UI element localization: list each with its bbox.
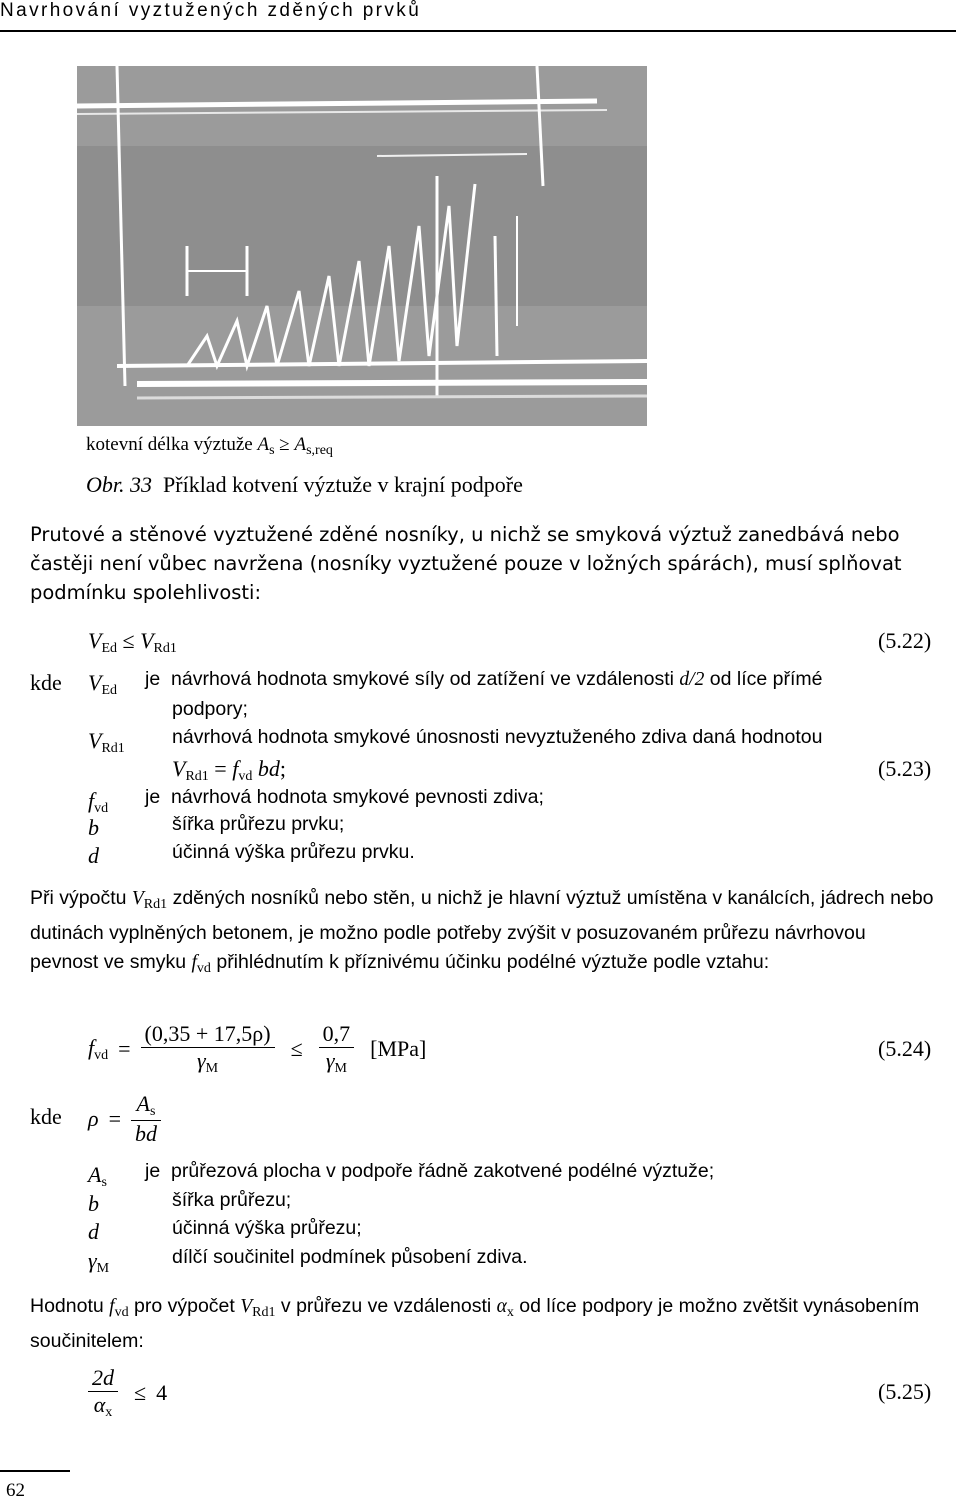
eq524-lhs xyxy=(88,1035,108,1064)
caption-sub-req: s,req xyxy=(306,443,333,458)
sym-sub-rd1: Rd1 xyxy=(101,741,125,756)
defs2-gm-desc: dílčí součinitel podmínek působení zdiva. xyxy=(172,1246,528,1268)
defs1-ved-desc xyxy=(145,668,822,691)
defs1-d-desc: účinná výška průřezu prvku. xyxy=(172,841,415,863)
figure-caption xyxy=(86,434,333,459)
equation-5-22 xyxy=(88,628,177,657)
defs2-sub-s: s xyxy=(101,1175,107,1190)
eq522-sub-ed: Ed xyxy=(101,641,118,656)
para3-a: Hodnotu xyxy=(30,1295,104,1317)
defs2-sym-b xyxy=(88,1191,99,1217)
eq524-denominator-1 xyxy=(141,1047,275,1077)
defs2-b: b xyxy=(88,1191,99,1216)
eq523-semicolon: ; xyxy=(279,756,286,781)
sym-v: V xyxy=(88,670,102,695)
eq522-sub-rd1: Rd1 xyxy=(153,641,177,656)
eq524-fraction-2 xyxy=(319,1021,355,1077)
figure-title xyxy=(86,472,523,498)
defs1-ved-text: návrhová hodnota smykové síly od zatížení ve vzdálenosti xyxy=(171,668,674,690)
para3-b: pro výpočet xyxy=(134,1295,235,1317)
rho-sub-s: s xyxy=(149,1104,156,1119)
para3-sub-x: x xyxy=(506,1305,514,1320)
sym-sub-ed: Ed xyxy=(101,683,118,698)
para3-d: od líce podpory je možno zvětšit vynásobením součinitelem: xyxy=(30,1295,920,1352)
running-header xyxy=(0,0,956,32)
running-header-title: Navrhování vyztužených zděných prvků xyxy=(0,0,422,21)
eq524-relation: ≤ xyxy=(290,1036,303,1061)
eq524-unit: [MPa] xyxy=(370,1036,427,1061)
eq524-sub-m-2: M xyxy=(334,1061,347,1076)
defs1-ved-desc-line2: podpory; xyxy=(172,698,248,720)
sym-d: d xyxy=(88,843,99,868)
equation-5-23-number: (5.23) xyxy=(878,756,932,781)
equation-5-25-number: (5.25) xyxy=(878,1379,932,1404)
defs2-b-desc: šířka průřezu; xyxy=(172,1189,292,1211)
eq523-v: V xyxy=(172,756,186,781)
figure-title-text: Příklad kotvení výztuže v krajní podpoře xyxy=(163,472,523,497)
figure-number: Obr. 33 xyxy=(86,472,153,497)
defs1-sym-vrd1 xyxy=(88,728,125,757)
eq524-f: f xyxy=(88,1034,95,1060)
defs2-sub-m: M xyxy=(96,1261,110,1276)
para3-sub-vd: vd xyxy=(114,1305,129,1320)
sym-v-rd1: V xyxy=(88,728,102,753)
para2-c: přihlédnutím k příznivému účinku podélné výztuže podle vztahu: xyxy=(216,951,770,973)
defs1-je-2: je xyxy=(145,786,161,808)
sym-sub-vd: vd xyxy=(94,801,109,816)
para3-v: V xyxy=(240,1296,253,1317)
caption-sub-s: s xyxy=(269,443,275,458)
para2-a: Při výpočtu xyxy=(30,887,127,909)
sym-f: f xyxy=(88,788,95,813)
paragraph-2 xyxy=(30,884,935,983)
para2-v: V xyxy=(131,888,144,909)
defs1-fvd-text: návrhová hodnota smykové pevnosti zdiva; xyxy=(171,786,544,808)
defs1-je-1: je xyxy=(145,668,161,690)
rho-fraction xyxy=(131,1091,161,1147)
equation-5-22-number: (5.22) xyxy=(878,628,932,653)
paragraph-1: Prutové a stěnové vyztužené zděné nosníky, u nichž se smyková výztuž zanedbává nebo častěji není vůbec navržena (nosníky vyztužené pouze v ložných spárách), musí splňovat podmínku spolehlivosti: xyxy=(30,523,902,604)
equation-5-24 xyxy=(88,1014,426,1084)
defs2-sym-gm xyxy=(88,1248,109,1277)
para3-alpha: α xyxy=(496,1296,507,1317)
eq523-eq: = xyxy=(214,756,227,781)
defs2-d: d xyxy=(88,1219,99,1244)
rho-kde: kde xyxy=(30,1104,62,1129)
defs1-b-desc: šířka průřezu prvku; xyxy=(172,813,345,835)
defs2-as-desc xyxy=(145,1160,714,1183)
equation-5-23 xyxy=(172,756,286,785)
defs2-d-desc: účinná výška průřezu; xyxy=(172,1217,362,1239)
defs1-fvd-desc xyxy=(145,786,544,809)
defs2-as-text: průřezová plocha v podpoře řádně zakotvené podélné výztuže; xyxy=(171,1160,715,1182)
para2-f: f xyxy=(191,952,197,973)
defs1-kde: kde xyxy=(30,670,62,695)
para2-sub-vd: vd xyxy=(196,961,211,976)
footer-rule xyxy=(0,1470,70,1472)
para3-f: f xyxy=(109,1296,115,1317)
eq525-denominator xyxy=(88,1391,118,1421)
page-number: 62 xyxy=(6,1480,25,1501)
defs2-sym-as xyxy=(88,1162,107,1191)
eq525-fraction xyxy=(88,1365,118,1421)
defs1-vrd1-desc: návrhová hodnota smykové únosnosti nevyztuženého zdiva daná hodnotou xyxy=(172,726,823,748)
anchorage-photo-drawing xyxy=(77,66,647,426)
rho-definition xyxy=(88,1088,161,1150)
eq524-denominator-2 xyxy=(319,1047,355,1077)
eq525-2d: 2d xyxy=(92,1365,114,1390)
eq524-fraction-1 xyxy=(141,1021,275,1077)
eq524-gamma-2: γ xyxy=(325,1048,335,1073)
eq522-v2: V xyxy=(140,628,154,653)
para2-b: zděných nosníků nebo stěn, u nichž je hlavní výztuž umístěna v kanálcích, jádrech nebo dutinách vyplněných betonem, je možno podle potřeby zvýšit v posuzovaném průřezu návrhovou pevnost ve smyku xyxy=(30,887,934,973)
eq523-f: f xyxy=(232,756,239,781)
eq525-relation: ≤ xyxy=(134,1380,147,1405)
para3-sub-rd1: Rd1 xyxy=(252,1305,276,1320)
eq524-numerator-2: 0,7 xyxy=(322,1021,351,1046)
para2-sub-rd1: Rd1 xyxy=(143,897,168,912)
defs2-je: je xyxy=(145,1160,161,1182)
caption-label: kotevní délka výztuže xyxy=(86,434,253,455)
eq524-gamma-1: γ xyxy=(197,1048,206,1073)
paragraph-3 xyxy=(30,1292,935,1356)
equation-5-25 xyxy=(88,1358,167,1428)
eq525-value: 4 xyxy=(156,1380,168,1405)
eq523-sub-rd1: Rd1 xyxy=(185,769,209,784)
eq525-alpha: α xyxy=(93,1392,106,1417)
eq525-numerator xyxy=(88,1365,118,1391)
anchorage-photo xyxy=(77,66,647,426)
eq524-sub-m-1: M xyxy=(205,1061,219,1076)
eq524-eq: = xyxy=(118,1036,131,1061)
rho-symbol: ρ xyxy=(88,1106,99,1131)
eq523-bd: bd xyxy=(257,756,280,781)
defs2-gamma: γ xyxy=(88,1248,97,1273)
caption-relation: ≥ xyxy=(279,434,290,455)
caption-symbol-asreq: A xyxy=(294,434,307,455)
eq524-sub-vd: vd xyxy=(94,1047,109,1063)
rho-a: A xyxy=(136,1091,150,1116)
defs1-sym-d xyxy=(88,843,99,869)
defs1-sym-fvd xyxy=(88,788,108,817)
caption-symbol-as: A xyxy=(257,434,270,455)
eq525-sub-x: x xyxy=(105,1405,113,1420)
defs2-sym-d xyxy=(88,1219,99,1245)
rho-bd: bd xyxy=(134,1121,157,1146)
rho-denominator xyxy=(131,1120,161,1147)
rho-numerator xyxy=(131,1091,161,1120)
rho-eq: = xyxy=(108,1106,121,1131)
eq523-sub-vd: vd xyxy=(238,769,253,784)
equation-5-24-number: (5.24) xyxy=(878,1036,932,1061)
eq522-relation: ≤ xyxy=(122,628,135,653)
defs2-a: A xyxy=(88,1162,102,1187)
para3-c: v průřezu ve vzdálenosti xyxy=(280,1295,492,1317)
defs1-ved-d2: d/2 xyxy=(679,669,705,690)
eq524-numerator-1: (0,35 + 17,5ρ) xyxy=(144,1021,271,1046)
defs1-sym-b xyxy=(88,815,99,841)
defs1-ved-text-end: od líce přímé xyxy=(709,668,823,690)
eq522-v1: V xyxy=(88,628,102,653)
sym-b: b xyxy=(88,815,99,840)
defs1-sym-ved xyxy=(88,670,117,699)
